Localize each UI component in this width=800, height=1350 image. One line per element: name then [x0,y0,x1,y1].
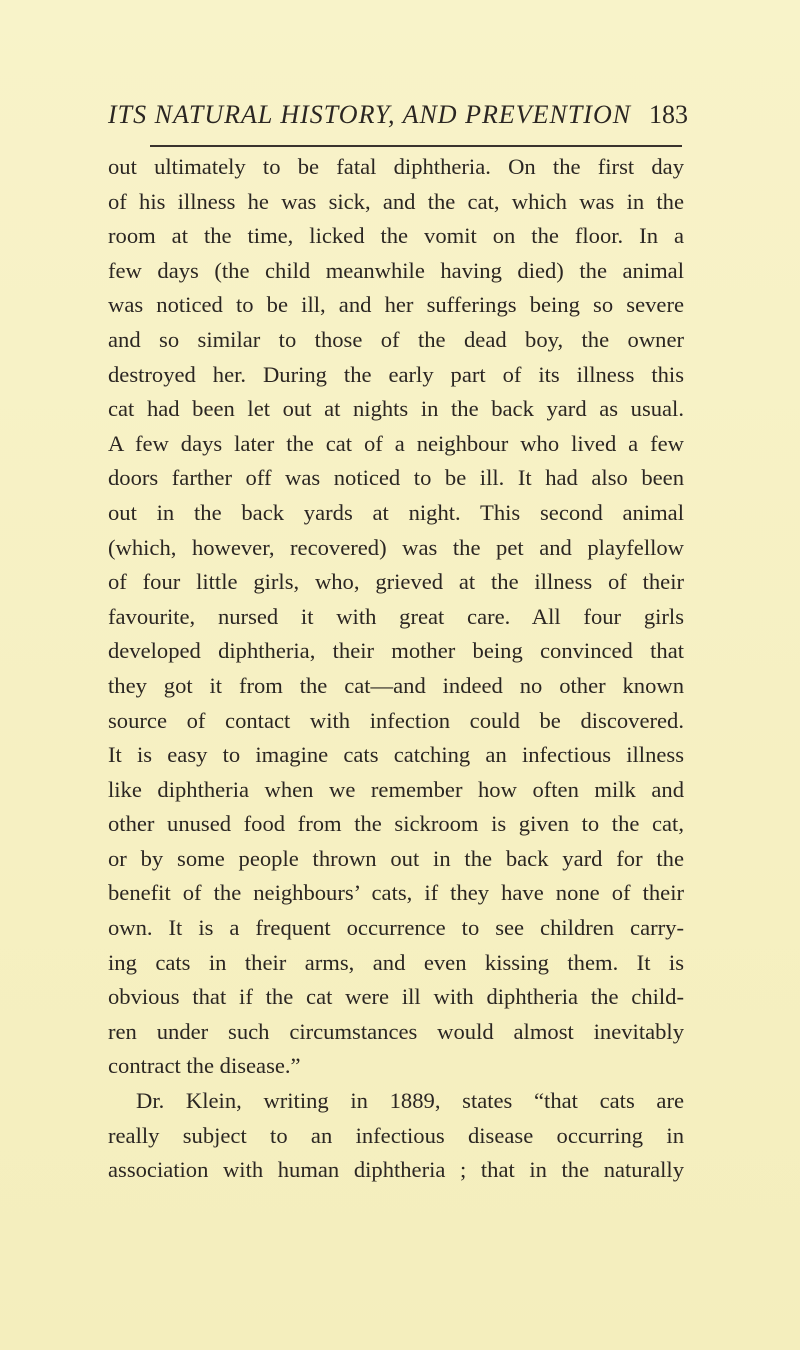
text-line: contract the disease.” [108,1053,301,1079]
text-line: destroyed her. During the early part of its illness this [108,361,684,387]
text-line: really subject to an infectious disease occurring in [108,1122,684,1148]
text-line: few days (the child meanwhile having died) the animal [108,257,684,283]
text-line: of four little girls, who, grieved at the illness of their [108,569,684,595]
text-line: doors farther off was noticed to be ill. It had also been [108,465,684,491]
text-line: source of contact with infection could be discovered. [108,707,684,733]
text-line: obvious that if the cat were ill with diphtheria the child- [108,984,684,1010]
text-line: of his illness he was sick, and the cat, which was in the [108,188,684,214]
text-line: developed diphtheria, their mother being convinced that [108,638,684,664]
text-line: they got it from the cat—and indeed no other known [108,672,684,698]
header-rule [150,145,682,147]
text-line: own. It is a frequent occurrence to see children carry- [108,915,684,941]
text-line: A few days later the cat of a neighbour who lived a few [108,430,684,456]
text-line: out in the back yards at night. This second animal [108,499,684,525]
text-line: room at the time, licked the vomit on the floor. In a [108,223,684,249]
text-line: like diphtheria when we remember how often milk and [108,776,684,802]
text-line: ren under such circumstances would almost inevitably [108,1018,684,1044]
text-line: and so similar to those of the dead boy, the owner [108,326,684,352]
text-line: benefit of the neighbours’ cats, if they have none of their [108,880,684,906]
body-text [108,150,684,1188]
running-title: ITS NATURAL HISTORY, AND PREVENTION [108,100,632,129]
text-line: or by some people thrown out in the back yard for the [108,845,684,871]
text-line: Dr. Klein, writing in 1889, states “that cats are [136,1088,684,1114]
text-line: favourite, nursed it with great care. All four girls [108,603,684,629]
text-line: cat had been let out at nights in the back yard as usual. [108,396,684,422]
text-line: association with human diphtheria ; that in the naturally [108,1157,684,1183]
text-line: (which, however, recovered) was the pet and playfellow [108,534,684,560]
text-line: was noticed to be ill, and her sufferings being so severe [108,292,684,318]
page-number: 183 [649,100,688,129]
text-line: It is easy to imagine cats catching an infectious illness [108,742,684,768]
running-head [108,100,688,140]
text-line: other unused food from the sickroom is given to the cat, [108,811,684,837]
text-line: ing cats in their arms, and even kissing them. It is [108,949,684,975]
text-line: out ultimately to be fatal diphtheria. On the first day [108,154,684,179]
